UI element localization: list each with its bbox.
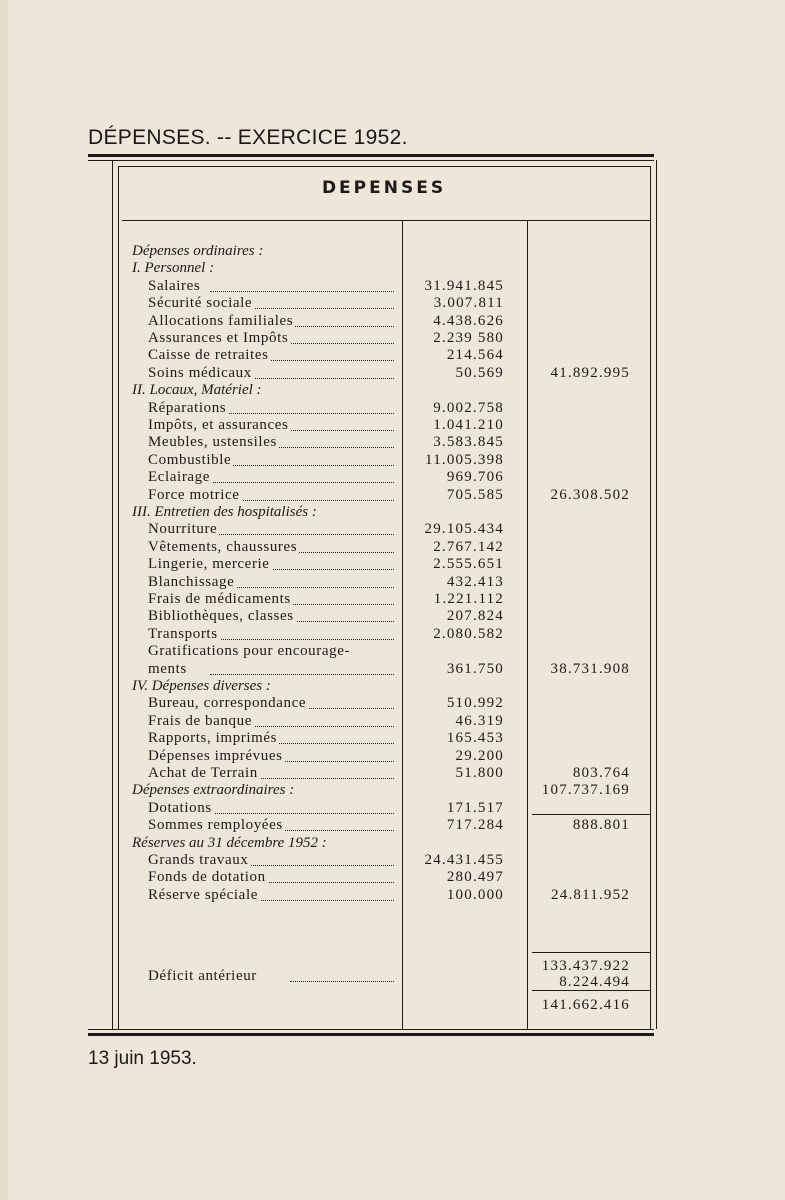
section-row [0,242,785,260]
row-label-text: Vêtements, chaussures [148,538,298,555]
row-label [148,607,296,625]
row-label [148,329,290,347]
subtotal-value: 888.801 [572,817,630,834]
row-label [148,346,271,364]
amount-value: 2.767.142 [433,538,504,555]
row-label-text: Caisse de retraites [148,347,269,364]
amount-value: 9.002.758 [433,399,504,416]
deficit-label: Déficit antérieur [148,968,257,984]
row-label-text: Dotations [148,799,212,816]
amount-value: 51.800 [455,765,504,781]
subtotal-value: 26.308.502 [550,486,630,503]
row-label-text: Dépenses imprévues [148,747,283,764]
dot-leader [210,395,394,414]
amount-value: 3.583.845 [433,434,504,451]
row-label [148,364,254,382]
row-label-text: III. Entretien des hospitalisés : [132,504,317,520]
row-label-text: Frais de banque [148,712,252,729]
row-label [148,277,202,295]
subtotal-value: 803.764 [572,765,630,781]
amount-value: 969.706 [446,469,504,486]
row-label-text: Force motrice [148,486,240,503]
amount-value: 361.750 [446,660,504,677]
row-label-text: Rapports, imprimés [148,730,278,747]
subtotal-value: 41.892.995 [550,364,630,381]
row-label [148,433,279,451]
row-label-text: Bureau, correspondance [148,695,307,712]
row-label-text: Sommes remployées [148,817,283,834]
table-row [0,625,785,643]
bottom-thick-rule [88,1033,654,1036]
row-label-text: Dépenses extraordinaires : [132,782,295,799]
amount-value: 24.431.455 [424,852,504,868]
row-label [148,886,260,904]
top-thin-rule [88,160,654,161]
amount-value: 705.585 [446,486,504,503]
section-heading [132,242,265,260]
row-label-text: ments [148,660,187,677]
amount-value: 46.319 [455,712,504,729]
amount-value: 29.105.434 [424,521,504,538]
table-row [0,486,785,504]
section-heading [132,259,216,277]
total-sum-value: 133.437.922 [541,958,630,974]
subtotal-value: 38.731.908 [550,660,630,677]
row-label-text: Eclairage [148,469,211,486]
heading-separator [122,220,650,221]
row-label-text: Lingerie, mercerie [148,556,270,573]
table-top-line [118,166,650,167]
row-label [148,399,228,417]
amount-value: 165.453 [446,730,504,747]
subtotal-value: 24.811.952 [551,886,630,903]
row-label [148,416,290,434]
amount-value: 207.824 [446,608,504,625]
row-label-text: Transports [148,625,218,642]
row-label-text: Sécurité sociale [148,295,253,312]
row-label-text: Impôts, et assurances [148,417,289,433]
row-label-text: II. Locaux, Matériel : [132,382,262,399]
row-label [148,520,219,538]
row-label [148,851,250,869]
grand-total-value: 141.662.416 [541,997,630,1013]
row-label [148,590,293,608]
row-label [148,868,268,886]
amount-value: 29.200 [455,747,504,764]
dot-leader [210,795,394,814]
row-label [148,468,212,486]
row-label [148,729,279,747]
row-label [148,764,260,782]
row-label [148,816,285,834]
page-header: DÉPENSES. -- EXERCICE 1952. [88,126,408,149]
row-label-text: Fonds de dotation [148,869,266,886]
amount-value: 1.221.112 [433,591,504,607]
row-label [148,538,299,556]
table-row [0,886,785,904]
row-label [148,694,308,712]
amount-value: 214.564 [446,347,504,364]
amount-value: 432.413 [446,573,504,590]
row-label-text: Bibliothèques, classes [148,608,294,625]
row-label [148,486,242,504]
table-row [0,364,785,382]
row-label-text: Dépenses ordinaires : [132,243,264,259]
amount-value: 2.080.582 [433,625,504,642]
amount-value: 280.497 [446,869,504,886]
deficit-value: 8.224.494 [559,974,630,990]
row-label-text: Blanchissage [148,573,235,590]
amount-value: 50.569 [455,364,504,381]
amount-value: 4.438.626 [433,312,504,329]
page-footer-date: 13 juin 1953. [88,1048,197,1069]
row-label [148,625,220,643]
row-label-text: Assurances et Impôts [148,330,289,346]
amount-value: 171.517 [446,799,504,816]
row-label [148,451,233,469]
row-label-text: Nourriture [148,521,218,538]
subtotal-value: 107.737.169 [541,782,630,799]
table-row [0,660,785,678]
row-label-text: IV. Dépenses diverses : [132,678,271,694]
row-label-text: Réparations [148,399,227,416]
amount-value: 510.992 [446,695,504,712]
row-label-text: Réserve spéciale [148,886,258,903]
row-label-text: Réserves au 31 décembre 1952 : [132,834,327,851]
row-label-text: Achat de Terrain [148,765,258,781]
table-row [0,816,785,834]
bottom-thin-rule [88,1029,654,1030]
amount-value: 100.000 [446,886,504,903]
amount-value: 11.005.398 [425,451,504,468]
row-label-text: Salaires [148,277,201,294]
deficit-value-row [0,973,785,991]
row-label-text: Meubles, ustensiles [148,434,277,451]
grand-total-row [0,996,785,1014]
amount-value: 31.941.845 [424,277,504,294]
row-label-text: Combustible [148,451,232,468]
amount-value: 717.284 [446,817,504,834]
dot-leader [210,516,394,535]
row-label-text: Frais de médicaments [148,591,291,607]
row-label-text: Gratifications pour encourage- [148,643,351,660]
row-label [148,747,285,765]
table-heading: DEPENSES [321,178,447,198]
row-label [148,573,236,591]
row-label-text: Allocations familiales [148,312,294,329]
amount-value: 2.555.651 [433,556,504,573]
dot-leader [210,273,394,292]
table-row [0,764,785,782]
row-label-text: Soins médicaux [148,364,252,381]
row-label-text: I. Personnel : [132,260,215,277]
dot-leader [210,464,394,483]
amount-value: 3.007.811 [433,295,504,312]
amount-value: 2.239 580 [433,330,504,346]
row-label [148,799,214,817]
row-label [148,555,272,573]
row-label [148,712,254,730]
top-thick-rule [88,154,654,157]
subtotal-line-2 [532,952,650,953]
row-label [148,660,189,678]
row-label-text: Grands travaux [148,852,249,868]
dot-leader [210,656,394,675]
row-label [148,312,295,330]
amount-value: 1.041.210 [433,417,504,433]
row-label [148,294,254,312]
